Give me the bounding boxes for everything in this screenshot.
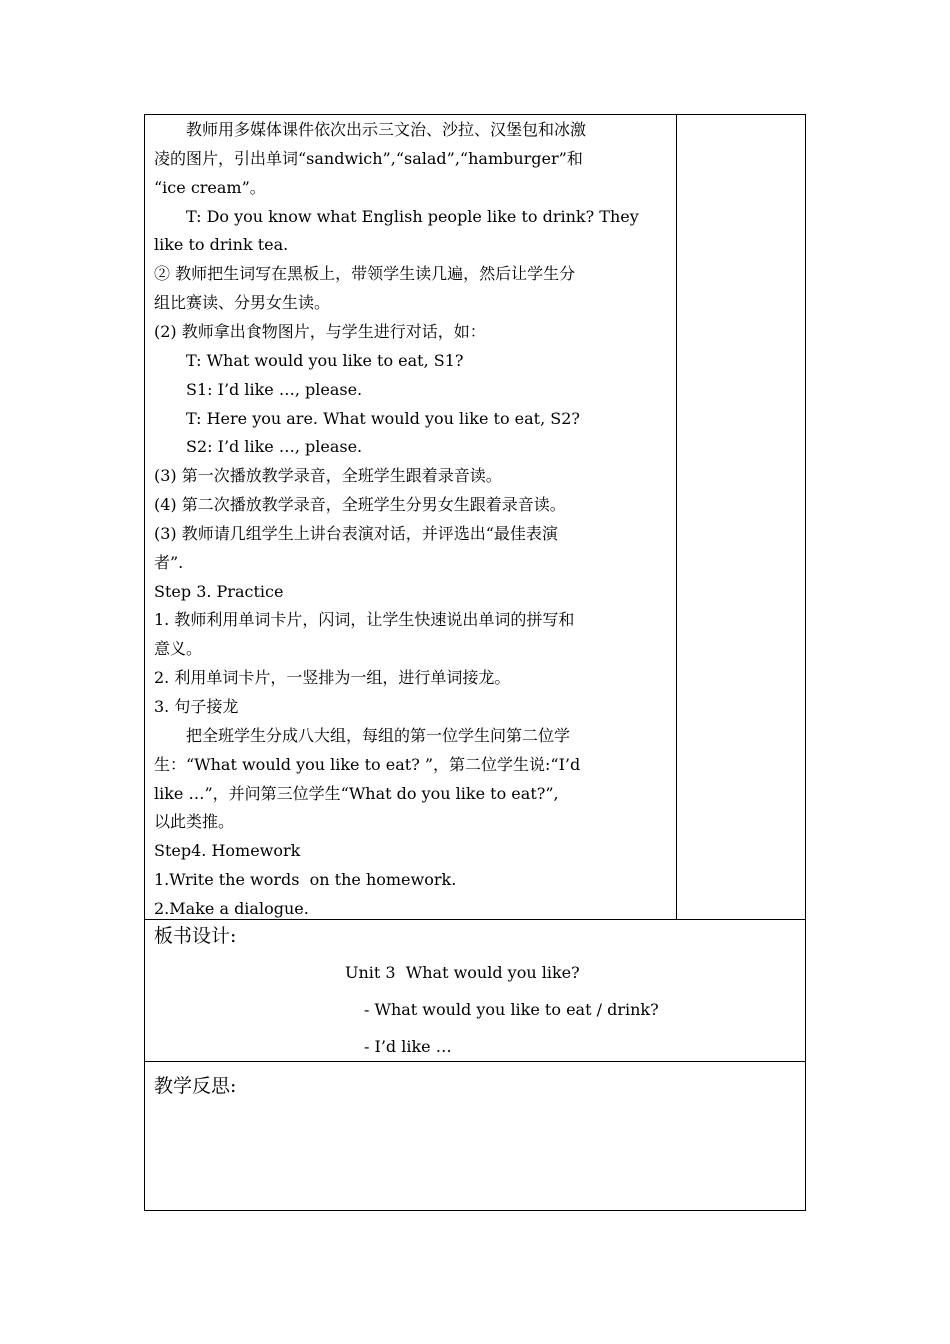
lesson-line: 2. 利用单词卡片，一竖排为一组，进行单词接龙。: [154, 668, 511, 688]
lesson-line: 教师用多媒体课件依次出示三文治、沙拉、汉堡包和冰激: [154, 120, 587, 139]
board-title: Unit 3 What would you like?: [345, 963, 580, 982]
lesson-line: 组比赛读、分男女生读。: [154, 293, 331, 313]
lesson-line: (4) 第二次播放教学录音，全班学生分男女生跟着录音读。: [154, 495, 566, 515]
lesson-line: 1. 教师利用单词卡片，闪词，让学生快速说出单词的拼写和: [154, 610, 575, 630]
reflection-row: [145, 1061, 805, 1210]
lesson-line: (3) 教师请几组学生上讲台表演对话，并评选出“最佳表演: [154, 523, 558, 543]
lesson-line: ② 教师把生词写在黑板上，带领学生读几遍，然后让学生分: [154, 264, 576, 284]
lesson-line: 意义。: [154, 639, 203, 659]
lesson-line: S1: I’d like …, please.: [154, 379, 363, 399]
lesson-line: S2: I’d like …, please.: [154, 437, 363, 457]
lesson-line: T: Do you know what English people like to drink? They: [154, 206, 639, 226]
lesson-line: 3. 句子接龙: [154, 697, 239, 716]
lesson-line: like …”，并问第三位学生“What do you like to eat?”,: [154, 783, 559, 803]
lesson-line: (3) 第一次播放教学录音，全班学生跟着录音读。: [154, 466, 502, 486]
lesson-line: 以此类推。: [154, 812, 235, 832]
notes-cell: [677, 115, 805, 919]
board-design-row: [145, 919, 805, 1061]
lesson-line: 把全班学生分成八大组，每组的第一位学生问第二位学: [154, 725, 571, 745]
lesson-line: 1.Write the words on the homework.: [154, 870, 457, 890]
board-answer-line: - I’d like …: [364, 1037, 452, 1056]
lesson-line: 者”.: [154, 552, 184, 572]
teaching-process-cell: [145, 115, 677, 919]
lesson-plan-table: [144, 114, 806, 1211]
lesson-line: 生：“What would you like to eat? ”，第二位学生说:“I’d: [154, 754, 581, 774]
lesson-line: 凌的图片，引出单词“sandwich”,“salad”,“hamburger”和: [154, 148, 583, 168]
lesson-line: (2) 教师拿出食物图片，与学生进行对话，如：: [154, 321, 486, 341]
lesson-line: T: What would you like to eat, S1?: [154, 350, 464, 370]
board-design-heading: 板书设计:: [154, 925, 237, 947]
lesson-line: “ice cream”。: [154, 177, 266, 197]
lesson-line: Step 3. Practice: [154, 581, 284, 601]
board-question-line: - What would you like to eat / drink?: [364, 1000, 659, 1019]
lesson-line: 2.Make a dialogue.: [154, 898, 309, 918]
lesson-line: T: Here you are. What would you like to eat, S2?: [154, 408, 581, 428]
lesson-line: like to drink tea.: [154, 235, 289, 255]
lesson-line: Step4. Homework: [154, 841, 301, 861]
reflection-heading: 教学反思:: [154, 1075, 237, 1097]
